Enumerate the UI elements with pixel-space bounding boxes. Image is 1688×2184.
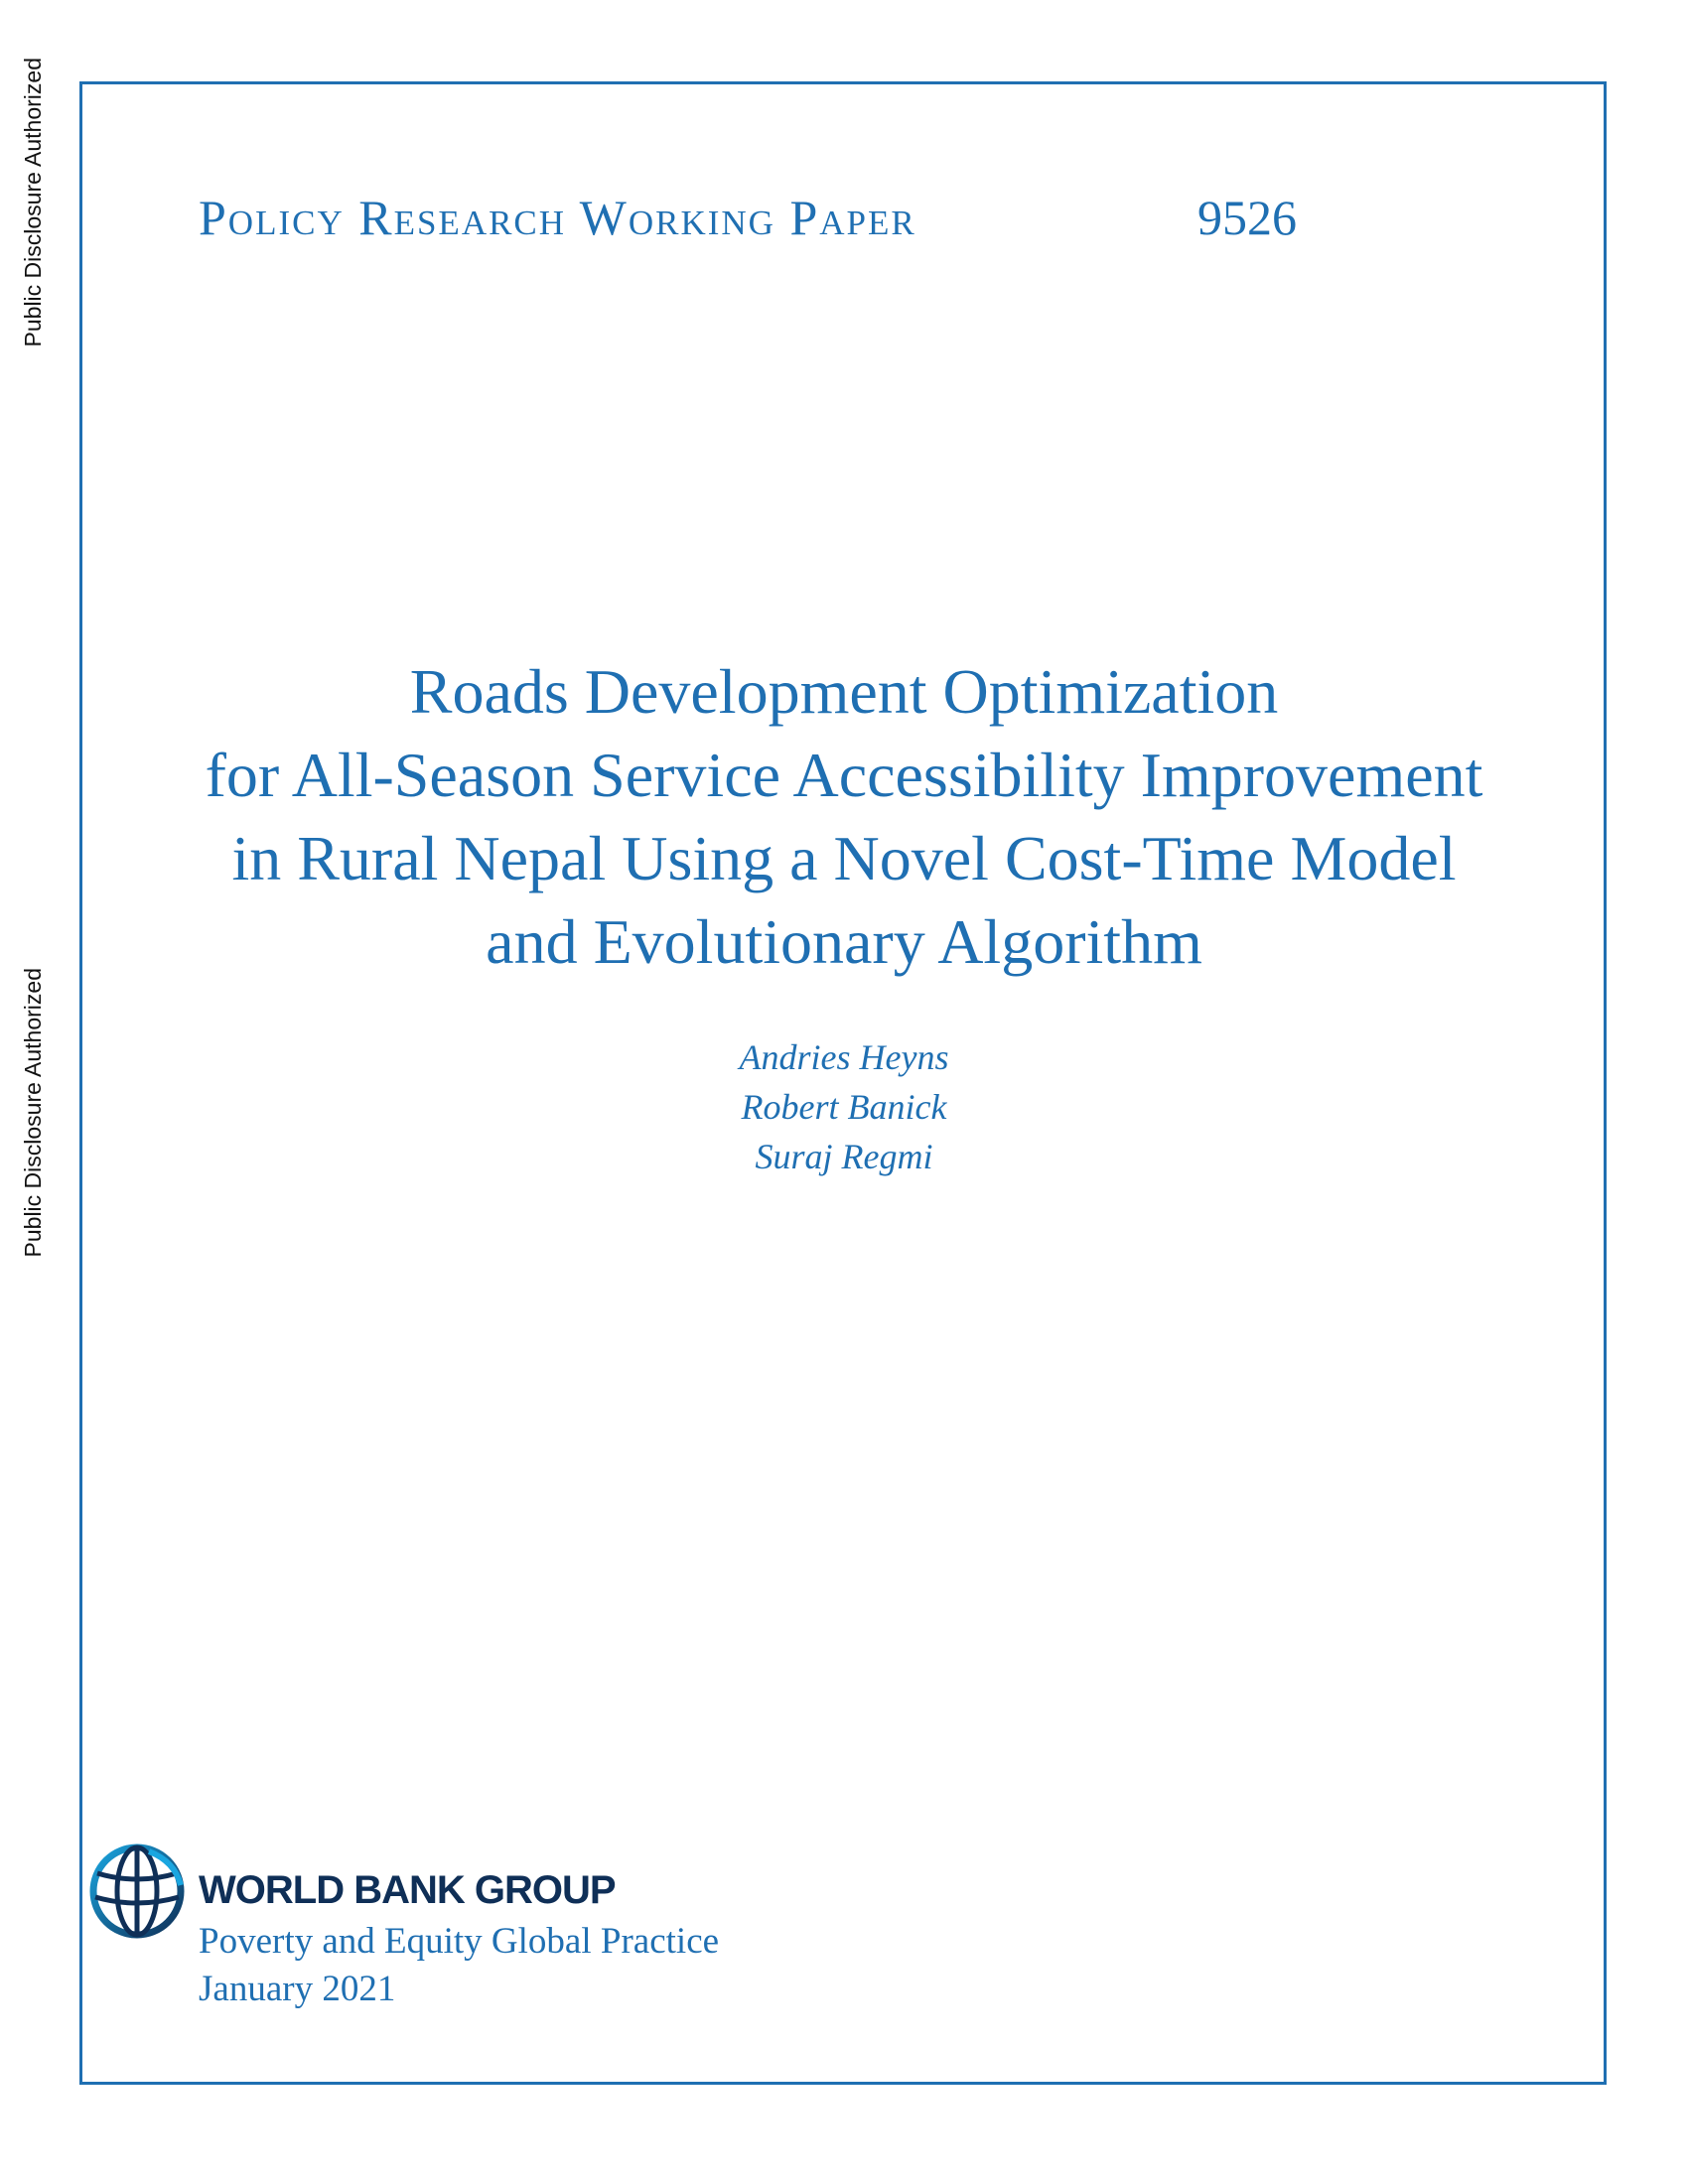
world-bank-globe-icon — [87, 1842, 187, 1941]
author-name: Robert Banick — [741, 1087, 947, 1127]
paper-number: 9526 — [1197, 190, 1297, 245]
title-line: and Evolutionary Algorithm — [486, 906, 1202, 977]
title-line: for All-Season Service Accessibility Improvement — [205, 740, 1483, 810]
paper-title — [139, 650, 1549, 984]
series-name: Policy Research Working Paper — [199, 190, 916, 245]
author-list — [0, 1032, 1688, 1181]
publication-date: January 2021 — [199, 1969, 396, 2009]
global-practice: Poverty and Equity Global Practice — [199, 1921, 720, 1962]
author-name: Andries Heyns — [739, 1037, 949, 1077]
disclosure-label-top: Public Disclosure Authorized — [20, 58, 46, 347]
brand-wordmark: WORLD BANK GROUP — [199, 1868, 616, 1912]
author-name: Suraj Regmi — [755, 1137, 933, 1176]
disclosure-label-middle: Public Disclosure Authorized — [20, 968, 46, 1258]
title-line: Roads Development Optimization — [409, 656, 1279, 727]
title-line: in Rural Nepal Using a Novel Cost-Time Model — [231, 823, 1457, 893]
